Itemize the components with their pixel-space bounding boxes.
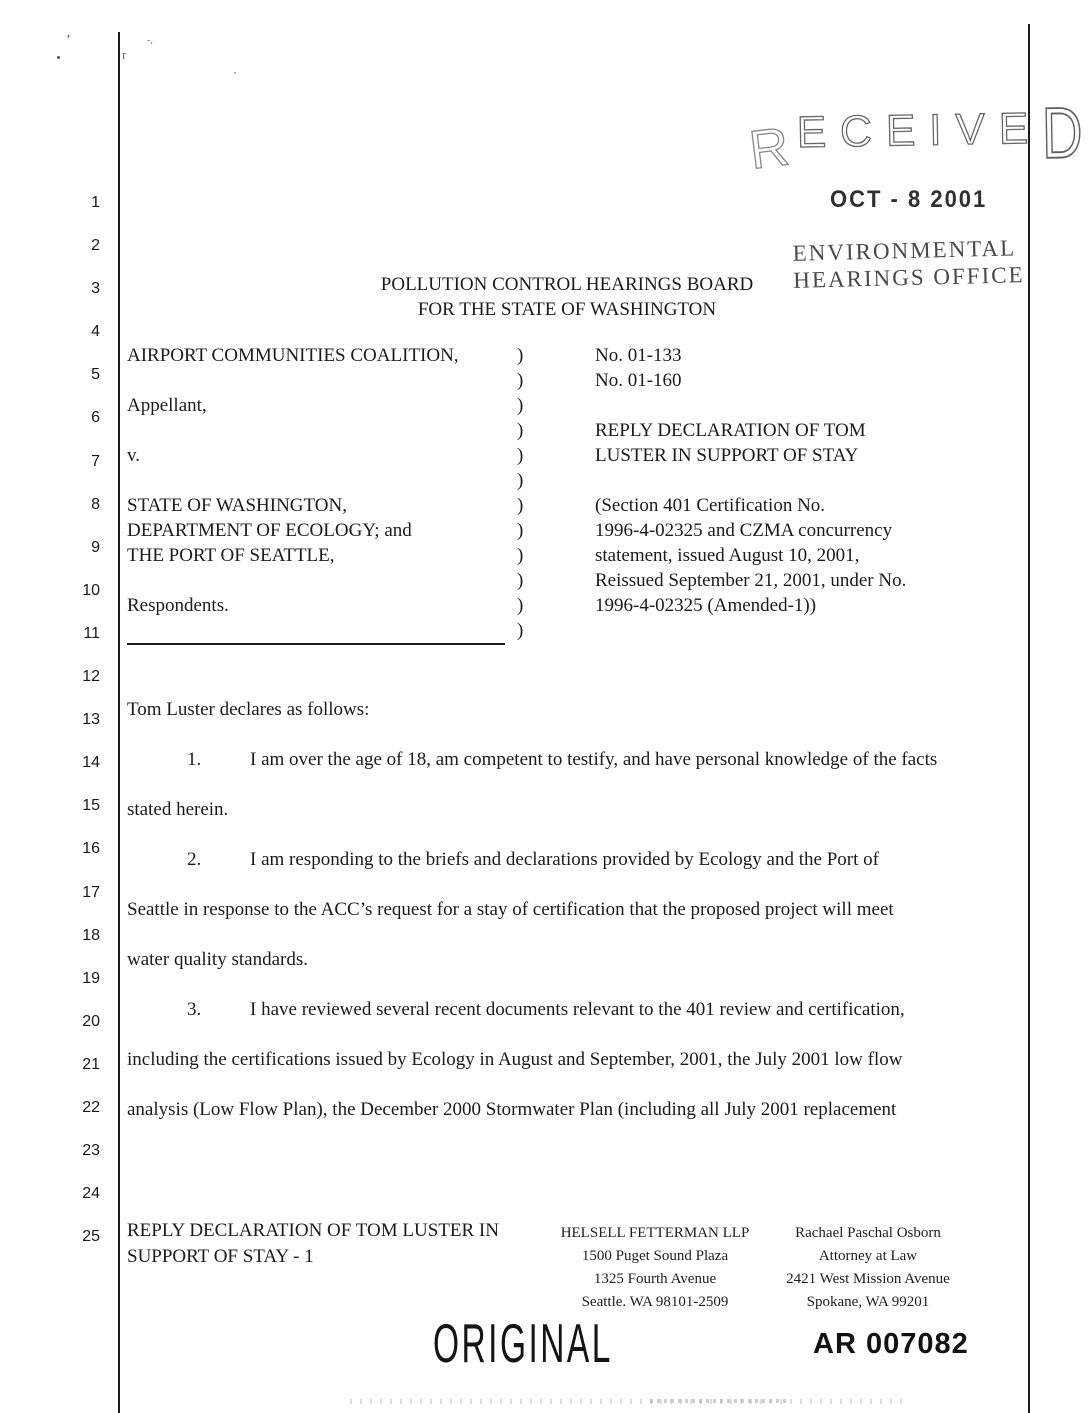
line-number: 1 [91,194,100,211]
caption-paren: ) [517,345,524,366]
line-number: 19 [82,969,100,987]
court-title-line2: FOR THE STATE OF WASHINGTON [417,299,717,320]
line-number: 13 [82,711,100,729]
attorney-address-block [760,1222,976,1314]
received-stamp [746,93,1088,185]
caption-party-line [127,568,519,593]
pleading-left-rule [118,32,120,1413]
scan-artifact [350,1399,910,1404]
line-number: 11 [83,624,100,642]
caption-parties-column [127,343,519,643]
caption-paren: ) [517,620,524,641]
hearings-office-stamp-line2: HEARINGS OFFICE [793,262,1025,293]
caption-case-info-column [595,343,1025,643]
scan-artifact: ’ [66,33,71,48]
declaration-body [127,685,1019,1135]
attorney-address-line: Attorney at Law [818,1248,918,1264]
law-firm-address-line: 1325 Fourth Avenue [593,1271,717,1287]
line-number: 5 [91,366,100,384]
scan-artifact [57,56,60,59]
pleading-right-rule [1028,24,1030,1413]
caption-party-line: Respondents. [127,595,229,616]
caption-paren: ) [517,495,524,516]
declaration-intro: Tom Luster declares as follows: [127,699,370,720]
caption-case-info-line: No. 01-133 [595,345,682,366]
caption-case-info-line: 1996-4-02325 and CZMA concurrency [595,520,893,541]
received-stamp-letter: D [1041,93,1084,174]
law-firm-address-line: HELSELL FETTERMAN LLP [560,1225,750,1241]
paragraph-2-number: 2. [187,849,202,870]
paragraph-3-text: I have reviewed several recent documents relevant to the 401 review and certification, [250,999,905,1020]
line-number: 3 [91,280,100,298]
line-number: 24 [82,1185,100,1203]
document-footer-label [127,1218,499,1270]
caption-case-info-line: No. 01-160 [595,370,682,391]
original-stamp: ORIGINAL [433,1313,613,1375]
paragraph-3-number: 3. [187,999,202,1020]
line-number: 4 [91,323,100,341]
line-number: 20 [82,1012,100,1030]
court-title [367,272,767,322]
line-number: 22 [82,1098,100,1116]
caption-party-line: v. [127,445,141,466]
paragraph-2-text: I am responding to the briefs and declarations provided by Ecology and the Port of [250,849,879,870]
caption-paren: ) [517,595,524,616]
caption-case-info-line: 1996-4-02325 (Amended-1)) [595,595,817,616]
received-stamp-letter: R [746,116,793,181]
caption-paren: ) [517,470,524,491]
line-number: 2 [91,237,100,255]
paragraph-2-line1 [127,835,1019,885]
caption-paren: ) [517,545,524,566]
date-received-stamp: OCT - 8 2001 [830,185,988,213]
hearings-office-stamp-line1: ENVIRONMENTAL [792,235,1017,266]
paragraph-1-number: 1. [187,749,202,770]
caption-party-line: DEPARTMENT OF ECOLOGY; and [127,520,412,541]
received-stamp-letters: ECEIVE [796,103,1043,158]
caption-party-line: AIRPORT COMMUNITIES COALITION, [127,345,459,366]
law-firm-address-line: Seattle. WA 98101-2509 [581,1294,729,1310]
caption-party-line: THE PORT OF SEATTLE, [127,545,335,566]
line-number: 17 [82,883,100,901]
caption-case-info-line [595,393,1025,418]
line-number: 12 [82,668,100,686]
caption-paren: ) [517,420,524,441]
paragraph-1-line2: stated herein. [127,799,229,820]
caption-paren-column [517,343,547,643]
paragraph-2-line3: water quality standards. [127,949,308,970]
law-firm-address-block [549,1222,761,1314]
line-number: 7 [91,452,100,470]
paragraph-3-line1 [127,985,1019,1035]
caption-underline [127,643,505,645]
caption-case-info-line: LUSTER IN SUPPORT OF STAY [595,445,859,466]
line-number: 21 [82,1055,100,1073]
scan-artifact: r [122,47,127,62]
paragraph-2-line2: Seattle in response to the ACC’s request for a stay of certification that the proposed project will meet [127,899,894,920]
scan-artifact: -, [147,35,153,46]
footer-label-line2: SUPPORT OF STAY - 1 [127,1246,314,1267]
line-number: 9 [91,538,100,556]
paragraph-3-line2: including the certifications issued by Ecology in August and September, 2001, the July 2001 low flow [127,1049,903,1070]
caption-party-line [127,418,519,443]
scan-artifact [234,72,236,74]
bates-number: AR 007082 [813,1328,969,1360]
caption-party-line: STATE OF WASHINGTON, [127,495,347,516]
attorney-address-line: 2421 West Mission Avenue [786,1271,950,1287]
caption-case-info-line [595,618,1025,643]
line-number: 18 [82,926,100,944]
caption-case-info-line [595,468,1025,493]
caption-paren: ) [517,520,524,541]
caption-paren: ) [517,570,524,591]
caption-case-info-line: statement, issued August 10, 2001, [595,545,860,566]
line-number: 14 [82,754,100,772]
caption-party-line: Appellant, [127,395,207,416]
paragraph-3-line3: analysis (Low Flow Plan), the December 2000 Stormwater Plan (including all July 2001 replacement [127,1099,897,1120]
caption-party-line [127,468,519,493]
line-number: 10 [82,581,100,599]
paragraph-1-line1 [127,735,1019,785]
line-number: 6 [91,409,100,427]
line-number: 15 [82,797,100,815]
hearings-office-stamp [792,234,1025,294]
line-number-column [58,194,102,1271]
attorney-address-line: Spokane, WA 99201 [806,1294,930,1310]
line-number: 16 [82,840,100,858]
law-firm-address-line: 1500 Puget Sound Plaza [581,1248,729,1264]
caption-paren: ) [517,395,524,416]
court-title-line1: POLLUTION CONTROL HEARINGS BOARD [380,274,754,295]
caption-paren: ) [517,445,524,466]
caption-case-info-line: (Section 401 Certification No. [595,495,826,516]
footer-label-line1: REPLY DECLARATION OF TOM LUSTER IN [127,1220,499,1241]
attorney-address-line: Rachael Paschal Osborn [795,1225,941,1241]
paragraph-1-text: I am over the age of 18, am competent to testify, and have personal knowledge of the facts [250,749,938,770]
line-number: 25 [82,1228,100,1246]
line-number: 23 [82,1142,100,1160]
caption-party-line [127,368,519,393]
caption-paren: ) [517,370,524,391]
caption-case-info-line: REPLY DECLARATION OF TOM [595,420,866,441]
caption-party-line [127,618,519,643]
caption-case-info-line: Reissued September 21, 2001, under No. [595,570,907,591]
line-number: 8 [91,495,100,513]
